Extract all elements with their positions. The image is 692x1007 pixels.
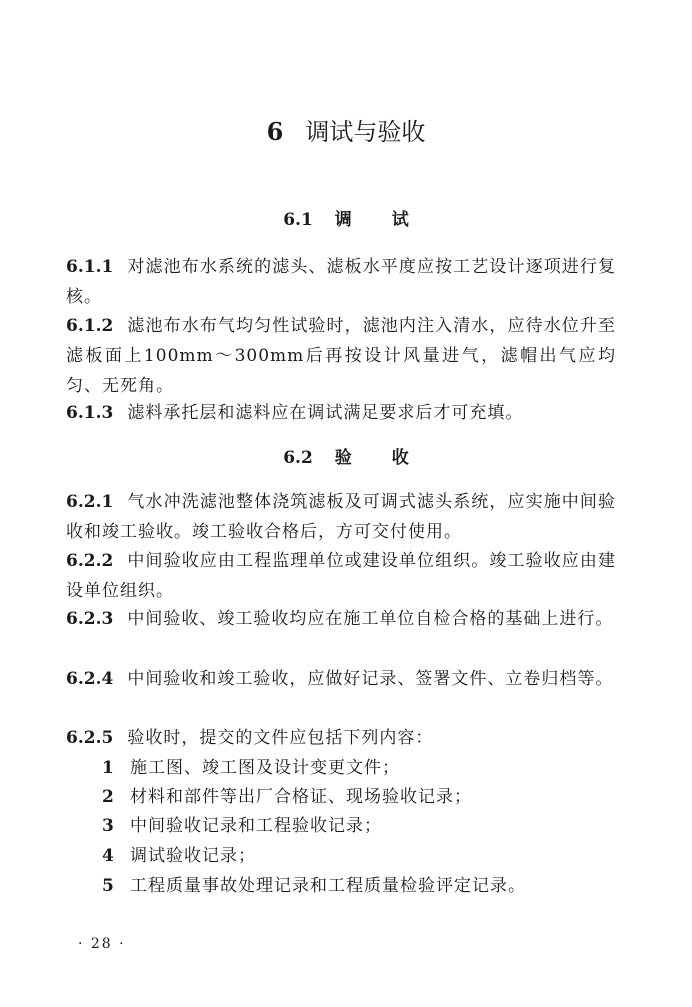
clause-number: 6.2.4 xyxy=(66,669,114,689)
section-title-word: 试 xyxy=(391,210,409,230)
section-title-6-1 xyxy=(0,206,692,234)
list-item-text: 材料和部件等出厂合格证、现场验收记录； xyxy=(130,787,472,807)
list-item xyxy=(102,871,617,901)
chapter-title xyxy=(0,112,692,152)
clause-text: 滤料承托层和滤料应在调试满足要求后才可充填。 xyxy=(127,403,524,423)
clause-number: 6.2.2 xyxy=(66,551,114,571)
chapter-number: 6 xyxy=(266,117,284,146)
clause-6-2-5 xyxy=(66,723,616,753)
clause-text: 滤池布水布气均匀性试验时，滤池内注入清水，应待水位升至滤板面上100mm～300mm后再按设计风量进气，滤帽出气应均匀、无死角。 xyxy=(66,316,616,396)
list-item xyxy=(102,753,617,783)
clause-text: 中间验收和竣工验收，应做好记录、签署文件、立卷归档等。 xyxy=(127,669,614,689)
clause-6-1-3 xyxy=(66,398,616,428)
list-item xyxy=(102,841,617,871)
clause-number: 6.2.1 xyxy=(66,492,114,512)
clause-number: 6.2.5 xyxy=(66,728,114,748)
clause-6-2-3 xyxy=(66,604,616,634)
clause-6-1-1 xyxy=(66,252,616,312)
clause-number: 6.1.1 xyxy=(66,257,114,277)
list-item xyxy=(102,782,617,812)
clause-text: 验收时，提交的文件应包括下列内容： xyxy=(127,728,434,748)
list-item-text: 调试验收记录； xyxy=(130,846,256,866)
clause-text: 中间验收、竣工验收均应在施工单位自检合格的基础上进行。 xyxy=(127,609,614,629)
page-number: · 28 · xyxy=(78,936,126,952)
clause-number: 6.1.2 xyxy=(66,316,114,336)
clause-6-2-4 xyxy=(66,664,616,694)
list-item xyxy=(102,811,617,841)
list-item-number: 5 xyxy=(102,876,114,896)
section-title-word: 收 xyxy=(391,448,409,468)
clause-6-2-1 xyxy=(66,487,616,547)
clause-number: 6.2.3 xyxy=(66,609,114,629)
section-number: 6.1 xyxy=(283,210,313,230)
section-title-6-2 xyxy=(0,444,692,472)
clause-6-2-2 xyxy=(66,546,616,606)
clause-number: 6.1.3 xyxy=(66,403,114,423)
chapter-title-text: 调试与验收 xyxy=(305,118,426,146)
section-title-word: 调 xyxy=(334,210,352,230)
list-item-text: 工程质量事故处理记录和工程质量检验评定记录。 xyxy=(130,876,526,896)
clause-text: 对滤池布水系统的滤头、滤板水平度应按工艺设计逐项进行复核。 xyxy=(66,257,616,307)
list-item-number: 1 xyxy=(102,758,114,778)
clause-6-1-2 xyxy=(66,311,616,401)
list-item-number: 3 xyxy=(102,816,114,836)
list-item-text: 施工图、竣工图及设计变更文件； xyxy=(130,758,400,778)
list-item-text: 中间验收记录和工程验收记录； xyxy=(130,816,382,836)
clause-text: 气水冲洗滤池整体浇筑滤板及可调式滤头系统，应实施中间验收和竣工验收。竣工验收合格后，方可交付使用。 xyxy=(66,492,616,542)
list-item-number: 2 xyxy=(102,787,114,807)
clause-text: 中间验收应由工程监理单位或建设单位组织。竣工验收应由建设单位组织。 xyxy=(66,551,616,601)
section-number: 6.2 xyxy=(283,448,313,468)
section-title-word: 验 xyxy=(334,448,352,468)
list-item-number: 4 xyxy=(102,846,114,866)
